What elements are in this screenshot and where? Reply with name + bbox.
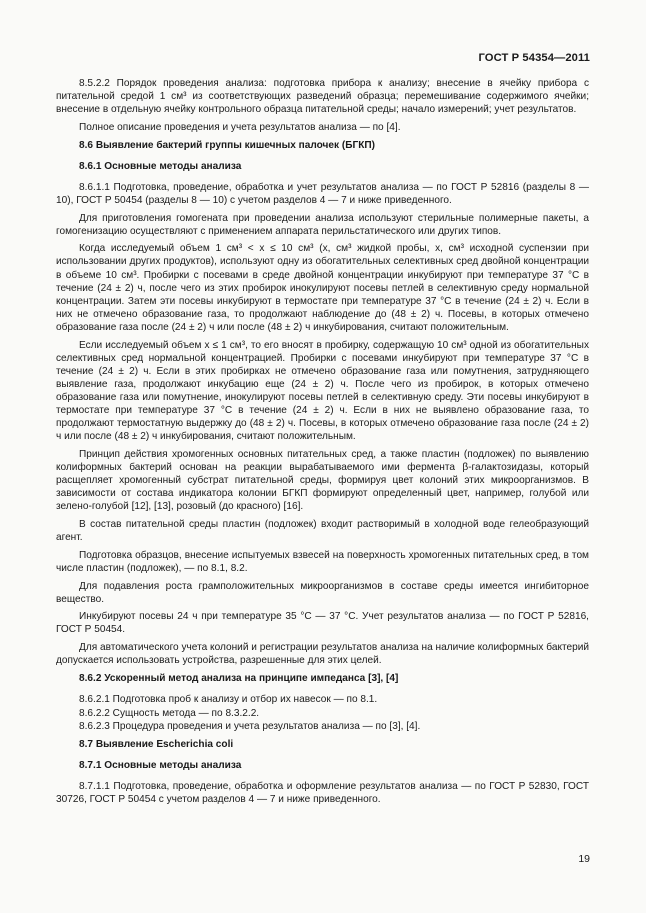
section-heading: 8.7 Выявление Escherichia coli <box>79 738 234 750</box>
paragraph: 8.5.2.2 Порядок проведения анализа: подготовка прибора к анализу; внесение в ячейку прибора с питательной средой 1 см³ из соответствующих разведений образца; перемешивание содержимого ячейки; внесение в отдельную ячейку контрольного образца питательной среды; начало измерений; учет результатов. <box>56 78 589 116</box>
paragraph: 8.6.2.2 Сущность метода — по 8.3.2.2. <box>79 707 260 719</box>
paragraph: 8.6.2.3 Процедура проведения и учета результатов анализа — по [3], [4]. <box>79 721 421 733</box>
paragraph: Если исследуемый объем x ≤ 1 см³, то его вносят в пробирку, содержащую 10 см³ одной из обогатительных селективных сред нормальной концентрацией. Пробирки с посевами инкубируют при температуре 37 °С в течение (24 ± 2) ч. Если в этих пробирках не отмечено образование газа или помутнения, затрудняющего выявление газа, продолжают инкубацию еще (24 ± 2) ч. После чего из пробирок, в которых отмечено образование газа или помутнение, инокулируют посевы петлей в селективную среду. Эти посевы инкубируют в термостате при температуре 37 °С в течение (24 ± 2) ч. Если в них не выявлено образование газа, то продолжают термостатную выдержку до (48 ± 2) ч. Посевы, в которых отмечено образование газа после (24 ± 2) ч или после (48 ± 2) ч инкубирования, считают положительным. <box>56 339 589 443</box>
section-heading: 8.6 Выявление бактерий группы кишечных палочек (БГКП) <box>79 139 376 151</box>
paragraph: Для подавления роста грамположительных микроорганизмов в составе среды имеется ингибиторное вещество. <box>56 580 589 605</box>
page-number: 19 <box>578 853 590 865</box>
paragraph: 8.6.1.1 Подготовка, проведение, обработка и учет результатов анализа — по ГОСТ Р 52816 (разделы 8 — 10), ГОСТ Р 50454 (разделы 8 — 10) с учетом разделов 4 — 7 и ниже приведенного. <box>56 181 589 206</box>
paragraph: В состав питательной среды пластин (подложек) входит растворимый в холодной воде гелеобразующий агент. <box>56 518 589 544</box>
paragraph: 8.7.1.1 Подготовка, проведение, обработка и оформление результатов анализа — по ГОСТ Р 52830, ГОСТ 30726, ГОСТ Р 50454 с учетом разделов 4 — 7 и ниже приведенного. <box>56 781 589 806</box>
paragraph: 8.6.2.1 Подготовка проб к анализу и отбор их навесок — по 8.1. <box>79 693 378 705</box>
section-heading: 8.6.2 Ускоренный метод анализа на принципе импеданса [3], [4] <box>79 672 399 684</box>
paragraph: Для автоматического учета колоний и регистрации результатов анализа на наличие колиформных бактерий допускается использовать устройства, разрешенные для этих целей. <box>56 642 589 667</box>
paragraph: Инкубируют посевы 24 ч при температуре 35 °С — 37 °С. Учет результатов анализа — по ГОСТ Р 52816, ГОСТ Р 50454. <box>56 611 589 636</box>
paragraph: Принцип действия хромогенных основных питательных сред, а также пластин (подложек) по выявлению колиформных бактерий основан на реакции вырабатываемого ими фермента β-галактозидазы, который расщепляет хромогенный субстрат питательной среды, формируя цвет колоний этих микроорганизмов. В зависимости от состава индикатора колонии БГКП формируют определенный цвет, например, голубой или зелено-голубой [12], [13], розовый (до красного) [16]. <box>56 448 589 513</box>
standard-id-header: ГОСТ Р 54354—2011 <box>478 52 590 64</box>
paragraph: Для приготовления гомогената при проведении анализа используют стерильные полимерные пакеты, а гомогенизацию осуществляют с применением аппарата перильстатического или других типов. <box>56 212 589 237</box>
paragraph: Когда исследуемый объем 1 см³ < x ≤ 10 см³ (x, см³ жидкой пробы, x, см³ исходной суспензии при использовании других продуктов), используют одну из обогатительных селективных сред двойной концентрации в объеме 10 см³. Пробирки с посевами в среде двойной концентрации инкубируют при температуре 37 °С в течение (24 ± 2) ч, после чего из этих пробирок инокулируют посевы петлей в селективную среду нормальной концентрации. Затем эти посевы инкубируют в термостате при температуре 37 °С в течение (24 ± 2) ч. Если в них не отмечено образование газа, то продолжают наблюдение до (48 ± 2) ч. Посевы, в которых отмечено образование газа после (24 ± 2) ч или после (48 ± 2) ч инкубирования, считают положительным. <box>56 243 589 333</box>
section-heading: 8.6.1 Основные методы анализа <box>79 160 242 172</box>
body-text <box>56 77 589 811</box>
section-heading: 8.7.1 Основные методы анализа <box>79 759 242 771</box>
paragraph: Подготовка образцов, внесение испытуемых взвесей на поверхность хромогенных питательных сред, в том числе пластин (подложек), — по 8.1, 8.2. <box>56 549 589 574</box>
paragraph: Полное описание проведения и учета результатов анализа — по [4]. <box>79 121 401 133</box>
